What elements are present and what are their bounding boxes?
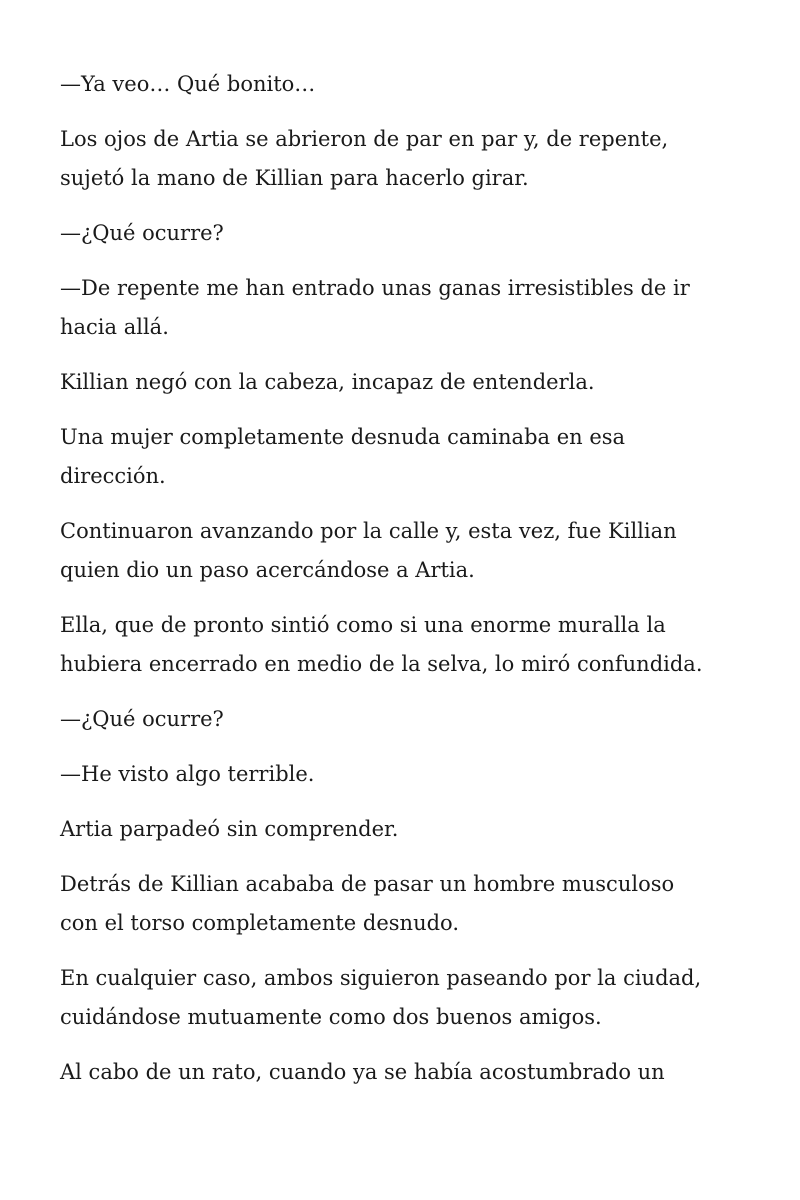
paragraph [60,512,750,590]
text-line: Killian negó con la cabeza, incapaz de entenderla. [60,370,595,394]
paragraph [60,865,750,943]
text-line: —¿Qué ocurre? [60,221,224,245]
text-line: Una mujer completamente desnuda caminaba en esa [60,425,626,449]
text-line: hubiera encerrado en medio de la selva, lo miró confundida. [60,652,703,676]
paragraph [60,700,750,739]
paragraph [60,606,750,684]
text-line: —He visto algo terrible. [60,762,315,786]
paragraph [60,269,750,347]
paragraph [60,363,750,402]
paragraph [60,418,750,496]
text-line: dirección. [60,464,166,488]
paragraph [60,65,750,104]
text-line: Artia parpadeó sin comprender. [60,817,399,841]
text-line: Al cabo de un rato, cuando ya se había acostumbrado un [60,1060,665,1084]
paragraph [60,214,750,253]
text-line: Continuaron avanzando por la calle y, esta vez, fue Killian [60,519,677,543]
reading-page [60,65,750,1108]
paragraph [60,810,750,849]
text-line: sujetó la mano de Killian para hacerlo girar. [60,166,529,190]
paragraph [60,959,750,1037]
text-line: —Ya veo… Qué bonito… [60,72,316,96]
text-line: con el torso completamente desnudo. [60,911,459,935]
text-line: quien dio un paso acercándose a Artia. [60,558,475,582]
text-line: hacia allá. [60,315,169,339]
text-line: En cualquier caso, ambos siguieron paseando por la ciudad, [60,966,702,990]
paragraph [60,755,750,794]
text-line: cuidándose mutuamente como dos buenos amigos. [60,1005,602,1029]
text-line: Detrás de Killian acababa de pasar un hombre musculoso [60,872,675,896]
text-line: —De repente me han entrado unas ganas irresistibles de ir [60,276,690,300]
text-line: Los ojos de Artia se abrieron de par en par y, de repente, [60,127,669,151]
text-line: —¿Qué ocurre? [60,707,224,731]
text-line: Ella, que de pronto sintió como si una enorme muralla la [60,613,666,637]
paragraph [60,120,750,198]
paragraph [60,1053,750,1092]
